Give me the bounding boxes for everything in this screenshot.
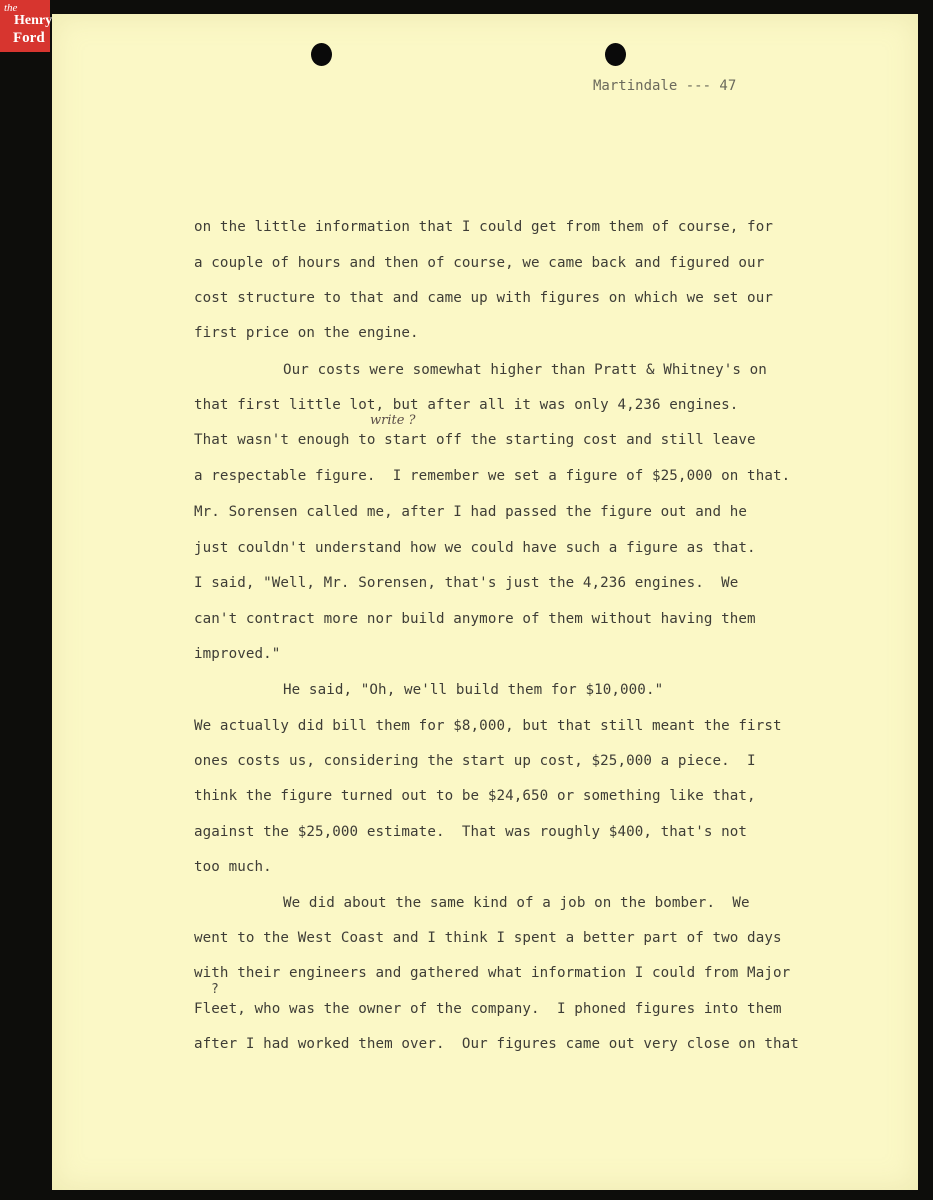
text-line: I said, "Well, Mr. Sorensen, that's just the 4,236 engines. We xyxy=(194,575,739,591)
handwritten-note: write ? xyxy=(370,413,416,428)
logo-ford: Ford xyxy=(13,30,45,46)
text-line: We actually did bill them for $8,000, but that still meant the first xyxy=(194,718,782,734)
text-line: with their engineers and gathered what information I could from Major xyxy=(194,965,791,981)
text-line: after I had worked them over. Our figures came out very close on that xyxy=(194,1036,799,1052)
text-line: a couple of hours and then of course, we came back and figured our xyxy=(194,255,765,271)
punch-hole-right xyxy=(605,43,626,66)
text-line: ones costs us, considering the start up cost, $25,000 a piece. I xyxy=(194,753,756,769)
logo-the: the xyxy=(4,2,18,14)
text-line: went to the West Coast and I think I spent a better part of two days xyxy=(194,930,782,946)
logo-henry: Henry xyxy=(14,13,53,28)
text-line: Mr. Sorensen called me, after I had passed the figure out and he xyxy=(194,504,748,520)
text-line: Our costs were somewhat higher than Pratt & Whitney's on xyxy=(283,362,767,378)
text-line: can't contract more nor build anymore of them without having them xyxy=(194,611,756,627)
text-line: just couldn't understand how we could have such a figure as that. xyxy=(194,540,756,556)
text-line: on the little information that I could get from them of course, for xyxy=(194,219,773,235)
text-line: He said, "Oh, we'll build them for $10,000." xyxy=(283,682,664,698)
text-line: improved." xyxy=(194,646,281,662)
text-line: first price on the engine. xyxy=(194,325,419,341)
text-line: cost structure to that and came up with figures on which we set our xyxy=(194,290,773,306)
text-line: a respectable figure. I remember we set a figure of $25,000 on that. xyxy=(194,468,791,484)
question-mark-annotation: ? xyxy=(211,982,219,997)
text-line: Fleet, who was the owner of the company. I phoned figures into them xyxy=(194,1001,782,1017)
text-line: that first little lot, but after all it was only 4,236 engines. xyxy=(194,397,739,413)
henry-ford-logo xyxy=(0,0,53,52)
running-head: Martindale --- 47 xyxy=(593,78,737,94)
text-line: That wasn't enough to start off the starting cost and still leave xyxy=(194,432,756,448)
text-line: too much. xyxy=(194,859,272,875)
text-line: against the $25,000 estimate. That was roughly $400, that's not xyxy=(194,824,748,840)
text-line: think the figure turned out to be $24,650 or something like that, xyxy=(194,788,756,804)
punch-hole-left xyxy=(311,43,332,66)
text-line: We did about the same kind of a job on the bomber. We xyxy=(283,895,750,911)
